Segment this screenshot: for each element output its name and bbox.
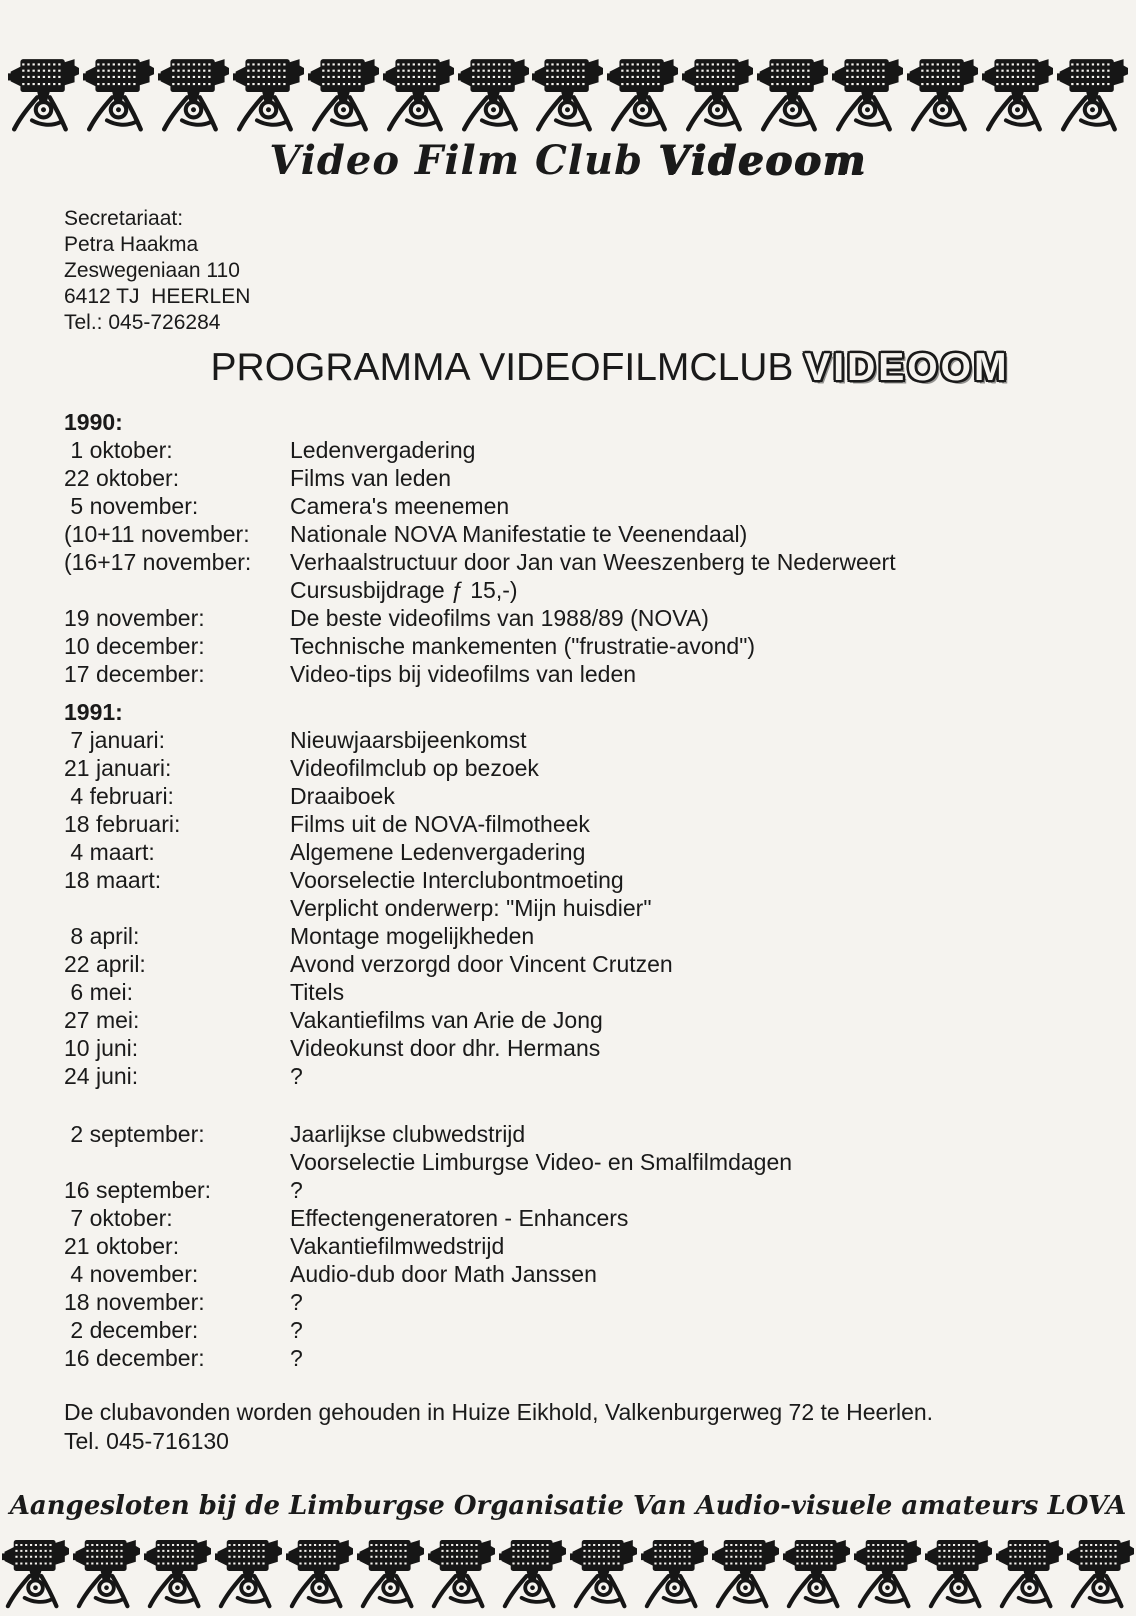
event-date: 4 februari:	[64, 783, 174, 809]
club-banner-title	[0, 134, 1136, 188]
movie-camera-icon	[682, 50, 753, 134]
bottom-camera-border	[0, 1526, 1136, 1616]
event-description: Videokunst door dhr. Hermans	[290, 1035, 601, 1061]
movie-camera-icon	[215, 1526, 282, 1616]
event-description: ?	[290, 1289, 303, 1315]
schedule-row	[64, 1034, 1136, 1062]
secretariat-block	[64, 206, 1136, 336]
movie-camera-icon	[286, 1526, 353, 1616]
schedule-row	[64, 1232, 1136, 1260]
schedule-row	[64, 1204, 1136, 1232]
page-title-main: PROGRAMMA VIDEOFILMCLUB	[210, 346, 805, 389]
event-date	[64, 894, 290, 922]
event-date: 27 mei:	[64, 1007, 140, 1033]
event-date: 19 november:	[64, 605, 205, 631]
event-description: Cursusbijdrage ƒ 15,-)	[290, 577, 518, 603]
event-date: 2 december:	[64, 1317, 199, 1343]
schedule-row	[64, 436, 1136, 464]
schedule-row	[64, 838, 1136, 866]
movie-camera-icon	[8, 50, 79, 134]
schedule-row	[64, 866, 1136, 894]
event-description: Films uit de NOVA-filmotheek	[290, 811, 590, 837]
event-description: Avond verzorgd door Vincent Crutzen	[290, 951, 673, 977]
schedule-row	[64, 1006, 1136, 1034]
event-description: Effectengeneratoren - Enhancers	[290, 1205, 629, 1231]
movie-camera-icon	[712, 1526, 779, 1616]
event-date: 16 december:	[64, 1345, 205, 1371]
affiliation-line: Aangesloten bij de Limburgse Organisatie Van Audio-visuele amateurs LOVA	[9, 1491, 1127, 1521]
schedule-row	[64, 922, 1136, 950]
movie-camera-icon	[83, 50, 154, 134]
movie-camera-icon	[570, 1526, 637, 1616]
schedule-row	[64, 1176, 1136, 1204]
event-date: 17 december:	[64, 661, 205, 687]
movie-camera-icon	[308, 50, 379, 134]
event-date: (16+17 november:	[64, 549, 252, 575]
movie-camera-icon	[641, 1526, 708, 1616]
schedule-section-1990	[64, 408, 1136, 688]
event-date: 2 september:	[64, 1121, 205, 1147]
event-date: 21 oktober:	[64, 1233, 180, 1259]
movie-camera-icon	[757, 50, 828, 134]
schedule-row	[64, 978, 1136, 1006]
event-description: Audio-dub door Math Janssen	[290, 1261, 597, 1287]
event-description: De beste videofilms van 1988/89 (NOVA)	[290, 605, 709, 631]
event-description: Nationale NOVA Manifestatie te Veenendaal)	[290, 521, 748, 547]
schedule-row	[64, 464, 1136, 492]
event-description: Vakantiefilms van Arie de Jong	[290, 1007, 603, 1033]
program-schedule	[64, 408, 1136, 1372]
schedule-row	[64, 520, 1136, 548]
movie-camera-icon	[1057, 50, 1128, 134]
schedule-row	[64, 726, 1136, 754]
movie-camera-icon	[1067, 1526, 1134, 1616]
event-date: (10+11 november:	[64, 521, 250, 547]
movie-camera-icon	[854, 1526, 921, 1616]
schedule-row	[64, 1120, 1136, 1148]
club-banner-title-part2: Videoom	[657, 137, 867, 184]
event-date: 7 oktober:	[64, 1205, 173, 1231]
schedule-row	[64, 782, 1136, 810]
event-description: Films van leden	[290, 465, 452, 491]
year-heading-1990: 1990:	[64, 409, 123, 435]
movie-camera-icon	[357, 1526, 424, 1616]
movie-camera-icon	[499, 1526, 566, 1616]
venue-note	[64, 1398, 1136, 1456]
event-date: 7 januari:	[64, 727, 166, 753]
event-date: 18 maart:	[64, 867, 162, 893]
event-description: ?	[290, 1317, 303, 1343]
page-title	[0, 344, 1136, 392]
club-banner-title-part1: Video Film Club	[269, 137, 658, 184]
secretariat-line: Secretariaat:	[64, 207, 184, 230]
event-description: Algemene Ledenvergadering	[290, 839, 586, 865]
schedule-row	[64, 810, 1136, 838]
event-date: 21 januari:	[64, 755, 172, 781]
event-description: Draaiboek	[290, 783, 395, 809]
event-description: Videofilmclub op bezoek	[290, 755, 539, 781]
movie-camera-icon	[73, 1526, 140, 1616]
secretariat-line: Petra Haakma	[64, 233, 199, 256]
schedule-row	[64, 632, 1136, 660]
event-description: Voorselectie Limburgse Video- en Smalfilmdagen	[290, 1149, 793, 1175]
page-title-outline: VIDEOOM	[804, 346, 1010, 389]
schedule-row	[64, 660, 1136, 688]
event-date: 6 mei:	[64, 979, 134, 1005]
schedule-section-1991	[64, 698, 1136, 1372]
schedule-row	[64, 1260, 1136, 1288]
year-heading-1991: 1991:	[64, 699, 123, 725]
event-date: 10 december:	[64, 633, 205, 659]
event-description: ?	[290, 1177, 303, 1203]
event-date: 4 november:	[64, 1261, 199, 1287]
schedule-row	[64, 548, 1136, 576]
secretariat-line: Tel.: 045-726284	[64, 311, 221, 334]
event-description: Ledenvergadering	[290, 437, 476, 463]
event-description: Nieuwjaarsbijeenkomst	[290, 727, 527, 753]
event-date: 5 november:	[64, 493, 199, 519]
event-description: Titels	[290, 979, 345, 1005]
movie-camera-icon	[925, 1526, 992, 1616]
event-date	[64, 1148, 290, 1176]
event-date: 24 juni:	[64, 1063, 139, 1089]
event-date: 22 april:	[64, 951, 146, 977]
schedule-row	[64, 1062, 1136, 1090]
schedule-row	[64, 576, 1136, 604]
movie-camera-icon	[383, 50, 454, 134]
movie-camera-icon	[996, 1526, 1063, 1616]
top-camera-border	[0, 50, 1136, 134]
secretariat-line: Zeswegeniaan 110	[64, 259, 240, 282]
event-date: 18 november:	[64, 1289, 205, 1315]
event-date: 8 april:	[64, 923, 140, 949]
movie-camera-icon	[783, 1526, 850, 1616]
event-date: 18 februari:	[64, 811, 181, 837]
event-date: 1 oktober:	[64, 437, 173, 463]
schedule-row	[64, 492, 1136, 520]
schedule-row	[64, 894, 1136, 922]
event-date: 4 maart:	[64, 839, 155, 865]
movie-camera-icon	[458, 50, 529, 134]
schedule-row	[64, 1344, 1136, 1372]
schedule-rows-1991	[64, 726, 1136, 1372]
movie-camera-icon	[2, 1526, 69, 1616]
movie-camera-icon	[832, 50, 903, 134]
venue-line: De clubavonden worden gehouden in Huize Eikhold, Valkenburgerweg 72 te Heerlen.	[64, 1399, 934, 1425]
schedule-row	[64, 604, 1136, 632]
movie-camera-icon	[158, 50, 229, 134]
event-description: Voorselectie Interclubontmoeting	[290, 867, 624, 893]
event-description: Camera's meenemen	[290, 493, 510, 519]
movie-camera-icon	[907, 50, 978, 134]
schedule-row	[64, 1316, 1136, 1344]
event-description: Montage mogelijkheden	[290, 923, 535, 949]
schedule-row	[64, 754, 1136, 782]
venue-phone: Tel. 045-716130	[64, 1428, 229, 1454]
schedule-rows-1990	[64, 436, 1136, 688]
event-date	[64, 576, 290, 604]
event-description: Verhaalstructuur door Jan van Weeszenberg te Nederweert	[290, 549, 896, 575]
event-date: 10 juni:	[64, 1035, 139, 1061]
event-description: Video-tips bij videofilms van leden	[290, 661, 637, 687]
event-description: Jaarlijkse clubwedstrijd	[290, 1121, 526, 1147]
schedule-row	[64, 1148, 1136, 1176]
event-date: 22 oktober:	[64, 465, 180, 491]
event-description: Vakantiefilmwedstrijd	[290, 1233, 505, 1259]
event-description: Verplicht onderwerp: "Mijn huisdier"	[290, 895, 652, 921]
event-description: ?	[290, 1063, 303, 1089]
movie-camera-icon	[607, 50, 678, 134]
movie-camera-icon	[233, 50, 304, 134]
event-description: Technische mankementen ("frustratie-avond")	[290, 633, 756, 659]
movie-camera-icon	[428, 1526, 495, 1616]
secretariat-line: 6412 TJ HEERLEN	[64, 285, 251, 308]
schedule-row	[64, 1288, 1136, 1316]
event-description: ?	[290, 1345, 303, 1371]
movie-camera-icon	[532, 50, 603, 134]
movie-camera-icon	[144, 1526, 211, 1616]
schedule-row	[64, 950, 1136, 978]
movie-camera-icon	[982, 50, 1053, 134]
event-date: 16 september:	[64, 1177, 212, 1203]
